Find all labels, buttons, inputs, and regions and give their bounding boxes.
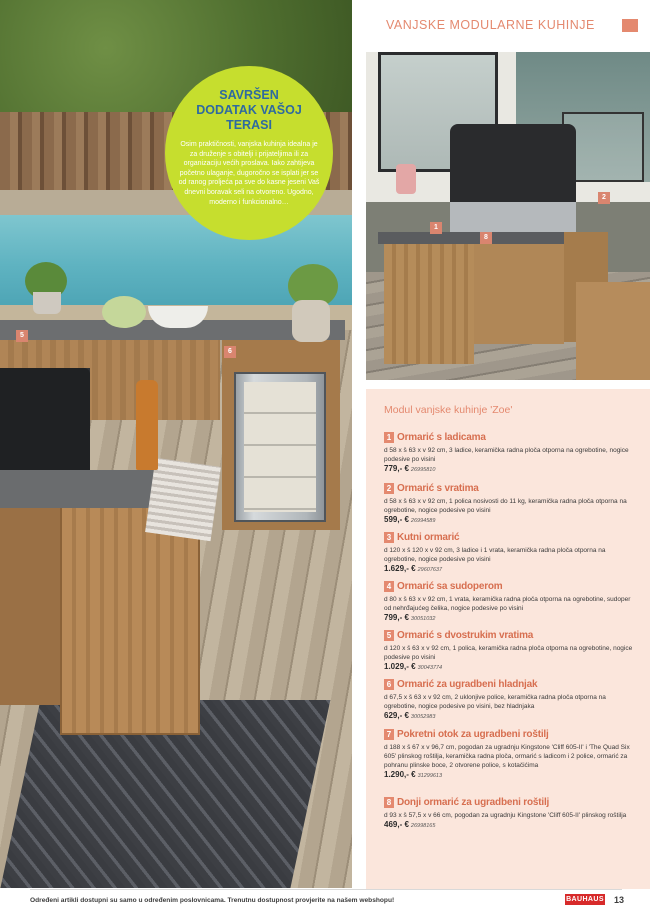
item-code: 26994589	[410, 518, 436, 524]
item-code: 31299613	[417, 773, 443, 779]
bauhaus-logo: BAUHAUS	[566, 896, 604, 903]
photo-marker-1: 1	[430, 222, 442, 234]
product-item	[384, 628, 636, 673]
pot-left	[33, 292, 61, 314]
item-code: 30043774	[417, 665, 443, 671]
item-description: d 58 x š 63 x v 92 cm, 3 ladice, keramička radna ploča otporna na ogrebotine, nogice podesive po visini	[384, 447, 629, 463]
product-item	[384, 795, 636, 831]
grill-body	[450, 202, 576, 232]
item-name: Ormarić s dvostrukim vratima	[397, 629, 534, 641]
item-number: 8	[384, 797, 394, 808]
item-code: 26995810	[410, 467, 436, 473]
item-price: 1.290,- €	[384, 770, 416, 779]
item-number: 1	[384, 432, 394, 443]
pot-right	[292, 300, 330, 342]
item-description: d 93 x š 57,5 x v 66 cm, pogodan za ugradnju Kingstone 'Cliff 605-II' plinskog roštilja	[384, 812, 627, 819]
kitchen-towel	[145, 458, 221, 541]
drawer-cabinet	[384, 244, 474, 364]
item-price: 1.029,- €	[384, 662, 416, 671]
callout-text: Osim praktičnosti, vanjska kuhinja idealna je za druženje s obitelji i prijateljima ili za organizaciju većih proslava. Iako zahtijeva početno ulaganje, dugoročno se isplati jer se od ranog proljeća pa sve do kasne jeseni Vaš dnevni boravak seli na otvoreno. Ugodno, moderno i funkcionalno…	[178, 141, 320, 206]
item-number: 5	[384, 630, 394, 641]
page-number: 13	[614, 895, 625, 905]
page-header	[386, 18, 638, 34]
product-item	[384, 727, 636, 781]
item-number: 3	[384, 532, 394, 543]
item-price-line	[384, 770, 636, 781]
item-name: Ormarić s ladicama	[397, 431, 486, 443]
item-price: 1.629,- €	[384, 564, 416, 573]
item-price-line	[384, 464, 636, 475]
cabbage	[102, 296, 146, 328]
item-price: 599,- €	[384, 515, 409, 524]
pink-jug	[396, 164, 416, 194]
item-price-line	[384, 564, 636, 575]
callout-title	[165, 88, 333, 133]
item-name: Donji ormarić za ugradbeni roštilj	[397, 796, 550, 808]
side-cabinet	[576, 282, 650, 380]
item-price-line	[384, 613, 636, 624]
item-price-line	[384, 711, 636, 722]
item-price-line	[384, 820, 636, 831]
item-number: 2	[384, 483, 394, 494]
item-code: 30051032	[410, 616, 436, 622]
grill-island	[60, 505, 200, 735]
photo-marker-8: 8	[480, 232, 492, 244]
product-item	[384, 677, 636, 722]
item-number: 6	[384, 679, 394, 690]
product-item	[384, 579, 636, 624]
item-name: Kutni ormarić	[397, 531, 460, 543]
item-description: d 120 x š 120 x v 92 cm, 3 ladice i 1 vrata, keramička radna ploča otporna na ogrebotine, nogice podesive po visini	[384, 547, 606, 563]
item-description: d 58 x š 63 x v 92 cm, 1 polica nosivosti do 11 kg, keramička radna ploča otporna na ogrebotine, nogice podesive po visini	[384, 498, 627, 514]
page-title: VANJSKE MODULARNE KUHINJE	[386, 18, 595, 32]
item-name: Pokretni otok za ugradbeni roštilj	[397, 728, 549, 740]
item-price: 629,- €	[384, 711, 409, 720]
item-code: 26998165	[410, 823, 436, 829]
item-price: 469,- €	[384, 820, 409, 829]
grill-lid	[0, 368, 90, 478]
grill-base-cabinet	[474, 244, 564, 344]
photo-marker-2: 2	[598, 192, 610, 204]
item-name: Ormarić za ugradbeni hladnjak	[397, 678, 538, 690]
item-code: 30052983	[410, 714, 436, 720]
item-description: d 188 x š 67 x v 96,7 cm, pogodan za ugradnju Kingstone 'Cliff 605-II' i 'The Quad Six 605' plinskog roštilja, keramička radna ploča, ormarić s ladicom i 2 police, ormarić za pohranu plinske boce, 2 otvorene police, s kotačićima	[384, 744, 630, 769]
item-price-line	[384, 515, 636, 526]
footer-divider	[30, 889, 622, 890]
item-name: Ormarić s vratima	[397, 482, 479, 494]
product-item	[384, 530, 636, 575]
product-item	[384, 481, 636, 526]
item-price: 799,- €	[384, 613, 409, 622]
item-code: 29607637	[417, 567, 443, 573]
callout-title-line: DODATAK VAŠOJ	[196, 103, 302, 117]
photo-marker-5: 5	[16, 330, 28, 342]
item-description: d 120 x š 63 x v 92 cm, 1 polica, keramička radna ploča otporna na ogrebotine, nogice podesive po visini	[384, 645, 633, 661]
header-accent-bar	[622, 19, 638, 32]
item-number: 7	[384, 729, 394, 740]
item-description: d 80 x š 63 x v 92 cm, 1 vrata, keramička radna ploča otporna na ogrebotine, sudoper od nehrđajućeg čelika, nogice podesive po visini	[384, 596, 631, 612]
photo-marker-6: 6	[224, 346, 236, 358]
product-item	[384, 430, 636, 475]
island-side	[0, 505, 60, 705]
item-name: Ormarić sa sudoperom	[397, 580, 503, 592]
callout-title-line: SAVRŠEN	[219, 88, 279, 102]
kitchen-module-photo	[366, 52, 650, 380]
callout-title-line: TERASI	[226, 118, 272, 132]
item-description: d 67,5 x š 63 x v 92 cm, 2 uklonjive police, keramička radna ploča otporna na ogrebotine, nogice podesive po visini, bez hladnjaka	[384, 694, 606, 710]
item-price-line	[384, 662, 636, 673]
oil-bottle	[136, 380, 158, 470]
availability-note: Određeni artikli dostupni su samo u određenim poslovnicama. Trenutnu dostupnost provjerite na našem webshopu!	[30, 897, 395, 904]
item-price: 779,- €	[384, 464, 409, 473]
product-section-title: Modul vanjske kuhinje 'Zoe'	[384, 404, 513, 416]
item-number: 4	[384, 581, 394, 592]
fridge-interior	[244, 382, 316, 512]
